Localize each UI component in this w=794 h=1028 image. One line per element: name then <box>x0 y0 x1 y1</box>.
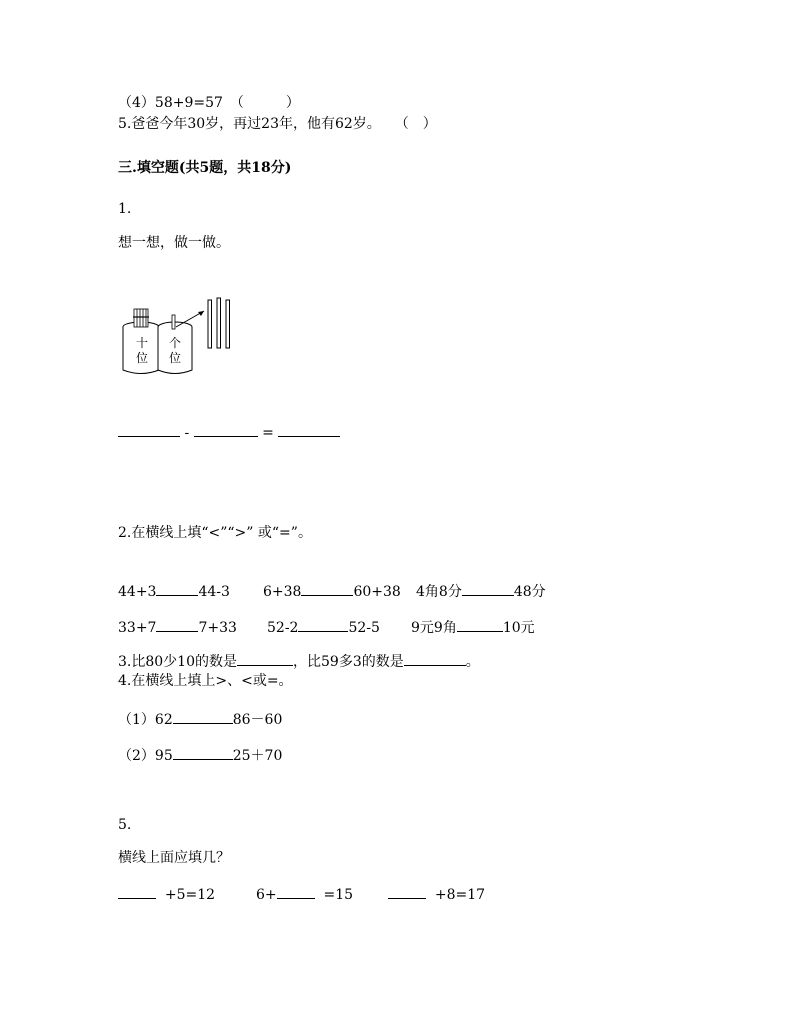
q5-blank-2[interactable] <box>277 885 315 899</box>
q1-blank-3[interactable] <box>278 423 340 437</box>
item-5: 5.爸爸今年30岁，再过23年，他有62岁。 （ ） <box>118 116 437 132</box>
q2-r1c1-blank[interactable] <box>156 582 198 596</box>
q5-prompt: 横线上面应填几？ <box>118 850 230 866</box>
q2-r1c1: 44+3 44-3 <box>118 584 230 600</box>
q3-blank-2[interactable] <box>404 652 466 666</box>
tubes-illustration <box>116 295 246 380</box>
q2-r2c2-blank[interactable] <box>298 618 348 632</box>
section-title: 三.填空题(共5题，共18分) <box>118 160 292 176</box>
q4-title: 4.在横线上填上>、<或=。 <box>118 673 293 689</box>
q1-equation <box>118 423 340 442</box>
q2-r1c2-blank[interactable] <box>301 582 353 596</box>
q5-number: 5. <box>118 817 132 833</box>
q2-r1c3: 4角8分 48分 <box>416 584 546 600</box>
q3: 3.比80少10的数是 ，比59多3的数是 。 <box>118 654 480 670</box>
q5-item-1: +5=12 <box>118 885 215 904</box>
ones-label-bottom: 位 <box>169 351 182 365</box>
tens-label-bottom: 位 <box>136 351 149 365</box>
ones-label-top: 个 <box>169 336 182 350</box>
abacus-figure <box>116 295 246 380</box>
q5-item-2: 6+ =15 <box>256 887 354 903</box>
q1-prompt: 想一想，做一做。 <box>118 235 230 251</box>
equals-sign: = <box>262 425 274 441</box>
minus-sign: - <box>184 425 190 441</box>
q5-blank-3[interactable] <box>388 885 426 899</box>
q4-item-2: （2）95 25＋70 <box>118 748 283 764</box>
q2-r2c3: 9元9角 10元 <box>411 620 535 636</box>
item-4: （4）58+9=57 （ ） <box>118 95 300 111</box>
q3-blank-1[interactable] <box>237 652 293 666</box>
q1-blank-2[interactable] <box>194 423 258 437</box>
q2-r1c2: 6+38 60+38 <box>263 584 401 600</box>
q1-number: 1. <box>118 201 132 217</box>
q4-item-1: （1）62 86－60 <box>118 712 283 728</box>
q2-r2c1-blank[interactable] <box>156 618 198 632</box>
q2-title: 2.在横线上填“<”“>” 或“=”。 <box>118 525 312 541</box>
q5-item-3: +8=17 <box>388 885 485 904</box>
q2-r2c2: 52-2 52-5 <box>267 620 380 636</box>
q4-blank-1[interactable] <box>173 710 233 724</box>
q4-blank-2[interactable] <box>173 746 233 760</box>
q5-blank-1[interactable] <box>118 885 156 899</box>
q2-r2c1: 33+7 7+33 <box>118 620 237 636</box>
q1-blank-1[interactable] <box>118 423 180 437</box>
tens-label-top: 十 <box>136 336 149 350</box>
q2-r1c3-blank[interactable] <box>462 582 514 596</box>
q2-r2c3-blank[interactable] <box>457 618 503 632</box>
